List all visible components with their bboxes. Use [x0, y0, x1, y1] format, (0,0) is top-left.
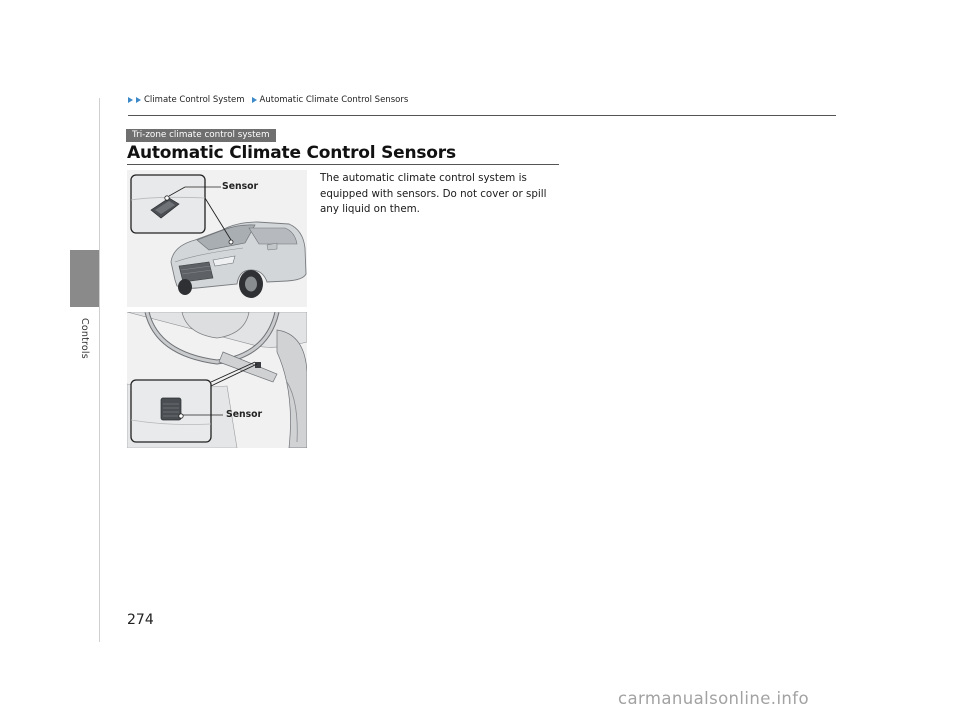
breadcrumb-arrow-icon	[128, 97, 133, 103]
breadcrumb-arrow-icon	[252, 97, 257, 103]
breadcrumb-arrow-icon	[136, 97, 141, 103]
model-badge: Tri-zone climate control system	[126, 129, 276, 142]
section-tab-label: Controls	[79, 318, 90, 359]
header-rule	[128, 115, 836, 116]
page-title: Automatic Climate Control Sensors	[127, 143, 456, 163]
title-rule	[127, 164, 559, 165]
section-tab	[70, 250, 99, 307]
sensor-callout-steering: Sensor	[226, 409, 263, 420]
breadcrumb-item-climate-control-system[interactable]: Climate Control System	[144, 95, 245, 105]
figure-dashboard-sensor	[127, 170, 307, 307]
watermark: carmanualsonline.info	[618, 689, 809, 708]
body-paragraph: The automatic climate control system is equipped with sensors. Do not cover or spill any liquid on them.	[320, 172, 547, 216]
minivan-illustration	[127, 170, 307, 307]
side-divider	[99, 98, 100, 642]
breadcrumb	[128, 95, 408, 105]
steering-column-illustration	[127, 312, 307, 448]
breadcrumb-item-automatic-climate-control-sensors: Automatic Climate Control Sensors	[259, 95, 409, 105]
figure-steering-sensor	[127, 312, 307, 448]
page-number: 274	[127, 612, 154, 628]
sensor-callout-dashboard: Sensor	[222, 181, 259, 192]
